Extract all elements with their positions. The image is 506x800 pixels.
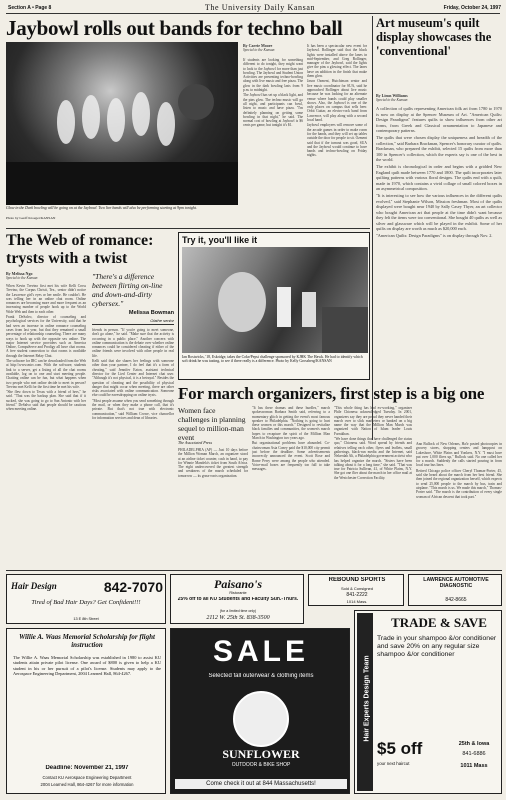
scholarship-contact: Contact KU Aerospace Engineering Department: [42, 775, 132, 780]
trade-title: TRADE & SAVE: [391, 615, 487, 630]
hair-logo: Hair Design: [11, 581, 57, 591]
march-text-1: PHILADELPHIA (AP) — Just 10 days before the Million Woman March, an organizer stood at an airline ticket counter, cash in hand, to pay for Winnie Mandela's ticket from South Africa. The eight undercovered the greatest strength and weakness of the march scheduled for tomorrow — its grass-roots organization.: [178, 448, 248, 478]
march-text-4: "This whole thing has had ex-working," organizer Phile Chionesu acknowledged Tuesday. In 2001, organizers say they are proud they never handed their march over to slick marketers or banked on a big name the way that the Million Man March was organized with Nation of Islam leader Louis Farrakhan.: [334, 406, 412, 436]
lead-byline: [243, 44, 303, 53]
try-it-caption: Ian Bostwicks, '18, Eskridge, takes the Coke/Pepsi challenge sponsored by KJHK The Hawk. He had to identify which soft drink he was tasting, to see if there really is a difference. Photo by Kelly Grossberg/KANSAN: [182, 355, 363, 364]
web-text-6: Kelli said that she shares her feelings with someone other than your partner, I do feel that it's a form of cheating," said Jennifer Eaton, assistant technical director for the Lied Center and Internet chat user. "Although it's not physical, it is a betrayal." Besides the question of cheating and the possibility of physical danger that might occur when meeting, there are other risks associated with online communication. Someone else could be eavesdropping on online trysts.: [92, 359, 174, 398]
web-text-1: When Kevin Trevino first met his wife Kelli Cross Trevino, the Corpus Christi, Tex., senior didn't notice the Lawrence girl's eyes or her smile. He couldn't. He was telling her in an online chat room. Online romances are becoming more and more frequent as an increasing number of people hook up to the World Wide Web and then to each other.: [6, 284, 86, 314]
trade-phone: 841-6886: [462, 751, 486, 757]
trade-side-bar: [357, 613, 373, 791]
web-byline-name: By Melissa Ngo: [6, 272, 33, 276]
sunflower-logo: SUNFLOWER: [222, 747, 300, 761]
web-text-3: The software for IRC can be downloaded from the Web at http://www.mirc.com. With the software, students link to a server, get a listing of all the chat rooms available, log on to one and start meeting people. Chatting online can be fun, but what happens when two people who met online decide to meet in person? Trevino met Kelli for the first time he met his wife.: [6, 359, 86, 389]
taster-illustration: [182, 247, 368, 353]
hair-phone: 842-7070: [103, 579, 163, 595]
bowling-pins-illustration: [6, 42, 238, 205]
ad-hair-design[interactable]: [6, 574, 166, 624]
march-text-7: Retired Chicago police officer Cheryl Thomas-Porter, 45, said she heard about the march from her best friend. She then joined the regional organization herself, which expects to send 25,000 people to the march by bus, train and airplane. "This march is us. We made this march," Thomas-Porter said. "The march is the contribution of every single woman of African descent that took part.": [416, 468, 502, 499]
auto-title: LAWRENCE AUTOMOTIVE DIAGNOSTIC: [423, 577, 489, 589]
art-text-5: "American Quilts: Design Paradigms" is on display through Nov. 2.: [376, 233, 493, 239]
march-headline: For march organizers, first step is a big one: [178, 384, 485, 403]
lead-headline: Jaybowl rolls out bands for techno ball: [6, 16, 343, 40]
sunflower-footer: Come check it out at 844 Massachusetts!: [175, 779, 347, 789]
lead-column-2: [307, 44, 367, 226]
ad-sunflower[interactable]: [170, 628, 350, 794]
march-column-1: [178, 448, 248, 568]
ads-top-rule: [6, 570, 502, 571]
ad-waas-scholarship[interactable]: [6, 628, 166, 794]
march-column-3: [334, 406, 412, 568]
trade-offer: Trade in your shampoo &/or conditioner and save 20% on any regular size shampoo &/or conditioner: [377, 635, 497, 659]
web-column-1: [6, 284, 86, 568]
lead-byline-name: By Carrie Moore: [243, 44, 273, 48]
web-headline: The Web of romance: trysts with a twist: [6, 232, 154, 267]
coke-pepsi-photo: [182, 247, 368, 353]
march-column-4: [416, 442, 502, 568]
hair-address: 13 E 8th Street: [73, 617, 99, 621]
lead-text-4: Jason Ozment, Hutchinson senior and live music coordinator for SUA, said he approached Bollinger about live music because he was looking for an alternate venue where bands could play smaller shows. Also, the Jaybowl is one of the only places on campus that sells beer. Orbit Guitar, an electro-rock band from Lawrence, will play along with a second local band.: [307, 79, 367, 123]
web-pull-quote: "There's a difference between flirting on-line and down-and-dirty cybersex.": [92, 272, 163, 308]
bowling-photo: [6, 42, 238, 205]
web-text-2: Frank DeSalvo, director of counseling and psychological services for the University, said that he had seen an increase in online romance counseling cases from last year, but that they remained a small percentage of relationship counseling. There are many ways to hook up with the opposite sex online. The major Internet service providers such as America Online, CompuServe and Prodigy all have chat rooms. A free student connection to chat rooms is available through the Internet Relay Chat.: [6, 315, 86, 358]
web-quote-rule: [92, 324, 174, 325]
lead-bottom-rule: [6, 228, 370, 229]
sunflower-logo-icon: [233, 691, 289, 747]
ad-paisanos[interactable]: [170, 574, 304, 624]
sunflower-logo-sub: OUTDOOR & BIKE SHOP: [231, 762, 291, 768]
scholarship-text: The Willie A. Waas Memorial Scholarship was established in 1980 to assist KU students attain private pilot license. One award of $800 is given to help a KU student in his or her pursuit of a pilot's license. Students may apply to the Aerospace Engineering Department, 2004 Learned Hall, 864-4267.: [13, 655, 161, 677]
ad-rebound-sports[interactable]: [308, 574, 404, 606]
web-column-2: [92, 328, 174, 568]
sunflower-sub: Selected fall outerwear & clothing items: [208, 673, 314, 679]
art-text-3: The exhibit is chronological in order and begins with a gridded New England quilt made between 1770 and 1800. The quilt incorporates later quilting patterns with various floral designs. The quilts end with a quilt, made in 1970, which contains a vivid collage of small colored boxes in an asymmetrical composition.: [376, 163, 502, 192]
sunflower-sale: SALE: [212, 635, 309, 668]
art-byline: [376, 94, 502, 103]
rebound-sub: Sold & Consigned: [340, 586, 374, 591]
scholarship-contact-address: 2004 Learned Hall, 864-4267 for more information: [40, 782, 134, 787]
masthead-paper-name: The University Daily Kansan: [204, 3, 316, 12]
auto-phone: 842-8665: [445, 597, 467, 603]
march-deck: Women face challenges in planning sequel to million-man event: [178, 406, 246, 442]
paisano-offer: 25% off to all KU Students and Faculty Sun.-Thurs.: [177, 597, 299, 602]
march-text-3: But organizational problems have abounded. Co-chairwoman Asia Coney paid the $10,000 city permit just before the deadline. Some advertisements incorrectly announced the event. Scott Rose and Rome Perry were among the people who attended. Voice-mail boxes are frequently too full to take messages.: [252, 441, 330, 472]
lead-text-3: It has been a spectacular new event for Jaybowl. Bollinger said that the black lights were installed above the lanes in mid-September, and Greg Bollinger, manager of the Jaybowl, said the lights give the pins a glowing effect. The lanes have an addition in the finish that make them glow.: [307, 44, 367, 79]
art-text-1: A collection of quilts representing American folk art from 1780 to 1970 is now on display at the Spencer Museum of Art. "American Quilts: Design Paradigms" features quilts to show influences from other art forms, from Greek and Classical ornamentation to Japanese and contemporary patterns.: [376, 106, 502, 134]
art-text-4: "It is interesting to see how the various influences in the different quilts evolved," said Stephanie Wilson, Mission freshman. Most of the quilts displayed were bought near 1940 by Sally Casey Thyer, an art collector who bought American art that people at the time didn't want because they felt the items were too conventional. She bought 40 quilts as well as silver and glassware which will be played in the exhibit. Some of her quilts on display are worth as much as $20,000 each.: [376, 192, 502, 232]
web-quote-role: Olathe senior: [150, 318, 174, 323]
ad-lawrence-automotive[interactable]: [408, 574, 502, 606]
march-text-6: Ann Bullock of New Orleans, Ha'ir posted photocopies in grocery stores, shopping centers and lamppost on Lakeshore, White Plains and Yonkers, N.Y. "I must have put over 1,000 fliers up," Bullock said. No one called her for a march. Suddenly the calls started pouring in from local tour bus lines.: [416, 442, 502, 468]
trade-side-label: Hair Experts Design Team: [363, 655, 371, 742]
web-text-5: friends in person. "If you're going to meet someone, don't go alone," he said. "Make sure that the activity is occurring in a public place." Another concern with online communication is the debate over whether online romances could be considered cheating if either of the online friends were involved with other people in real life.: [92, 328, 174, 358]
ad-trade-and-save[interactable]: [354, 610, 502, 794]
march-source: The Associated Press: [178, 440, 212, 445]
trade-price-sub: your next haircut: [377, 761, 410, 766]
paisano-note: (for a limited time only): [219, 609, 257, 613]
scholarship-deadline: Deadline: November 21, 1997: [45, 765, 129, 771]
paisano-address: 2112 W. 25th St. 838-3500: [206, 615, 270, 621]
hair-tagline: Tired of Bad Hair Days? Get Confident!!!: [31, 599, 141, 606]
art-headline: Art museum's quilt display showcases the 'conventional': [376, 16, 492, 58]
art-column-rule: [372, 16, 373, 440]
trade-price: $5 off: [377, 739, 423, 758]
march-text-2: "It has these dramas and these hurdles," march spokeswoman Barbara Smith said, referring to a momentary glitch in getting the event's most famous speaker to Philadelphia. "Nothing is going to hurt these women or this march." Designed to revitalize black families and communities, the women's march hopes to recapture the spirit of the Million Man March in Washington two years ago.: [252, 406, 330, 441]
lead-text-5: Jaybowl employees will remove some of the arcade games in order to make room for the bands, and they will set up tables outside the door for people to sit. Ozment said that if the turnout was good, SUA and the Jaybowl would continue to have bands and techno-bowling on Friday nights.: [307, 123, 367, 158]
web-text-7: "Most people assume when you send something through the mail, or when they make a phone call, that it's private. But that's not true with electronic communication," said William Crowe, vice chancellor for information services and dean of libraries.: [92, 398, 174, 420]
rebound-phone: 841-2222: [346, 592, 368, 598]
march-column-2: [252, 406, 330, 568]
lead-column-1: [243, 58, 303, 226]
lead-byline-role: Special to the Kansan: [243, 48, 275, 53]
trade-address: 25th & Iowa: [458, 741, 490, 747]
web-byline-role: Special to the Kansan: [6, 276, 38, 281]
try-it-box: [178, 232, 370, 380]
try-it-headline: Try it, you'll like it: [182, 235, 258, 245]
art-byline-role: Special to the Kansan: [376, 98, 408, 103]
bowling-photo-credit: Photo by Geoff Kroeger/KANSAN: [6, 216, 56, 220]
lead-text-1: If students are looking for something different to do tonight, they might want to look to the Jaybowl for more than just bowling. The Jaybowl and Student Union Activities are presenting techno-bowling along with live music and free pizza. The glow in the dark bowling lasts from 9 p.m. to midnight.: [243, 58, 303, 93]
bowling-photo-caption: Glow in the Dark bowling will be going on at the Jaybowl. Two live bands will also be performing starting at 9pm tonight.: [6, 206, 197, 210]
web-quote-name: Melissa Bowman: [128, 310, 174, 316]
art-byline-name: By Linus Williams: [376, 94, 408, 98]
trade-address-2: 1011 Mass: [460, 763, 488, 769]
paisano-logo: Paisano's: [213, 577, 262, 591]
web-byline: [6, 272, 66, 281]
web-text-4: "She flew down to Texas with a friend of hers," he said. "That was the backup plan. She said that if it sucked, she was going to go to San Antonio with her friend." DeSalvo said that people should be cautious when meeting online.: [6, 390, 86, 412]
masthead-date: Friday, October 24, 1997: [443, 5, 501, 11]
lead-text-2: The Jaybowl has set up a black light, and the pins glow. The techno music will go all night, and participants can bowl, listen to music and have pizza. "I'm definitely planning on getting some bowling in that night," he said. The normal cost of bowling at Jaybowl is $6 cents per game, but tonight it's $1.: [243, 93, 303, 128]
scholarship-title: Willie A. Waas Memorial Scholarship for flight instruction: [19, 633, 155, 649]
march-text-5: "We have done things that have challenged the status quo," Chionesu said. Word spread by friends and relatives telling each other, flyers and leaflets, small gatherings, black-run media and the Internet, said Nekerdah Ali, a Philadelphia government activist who has helped organize the march. "Sisters have been talking about it for a long time," she said. "That was true for Patricia Sullivan, 41, of White Plains, N.Y. She got one flier about the march in her office mail at the Westchester Correction Facility.: [334, 437, 412, 480]
masthead-rule: [6, 13, 500, 14]
masthead-section: Section A • Page 8: [8, 5, 52, 11]
art-text-2: The quilts that were chosen display the uniqueness and breadth of the collection," said Barbara Brackman, Spencer's honorary curator of quilts. Brackman, who prepared the exhibit, selected 15 quilts from more than 100 in Spencer's collection, which the experts say is one of the best in the world.: [376, 134, 502, 163]
rebound-title: REBOUND SPORTS: [328, 577, 386, 583]
rebound-address: 1014 Mass.: [346, 599, 368, 604]
paisano-sub: Ristorante: [229, 591, 247, 595]
